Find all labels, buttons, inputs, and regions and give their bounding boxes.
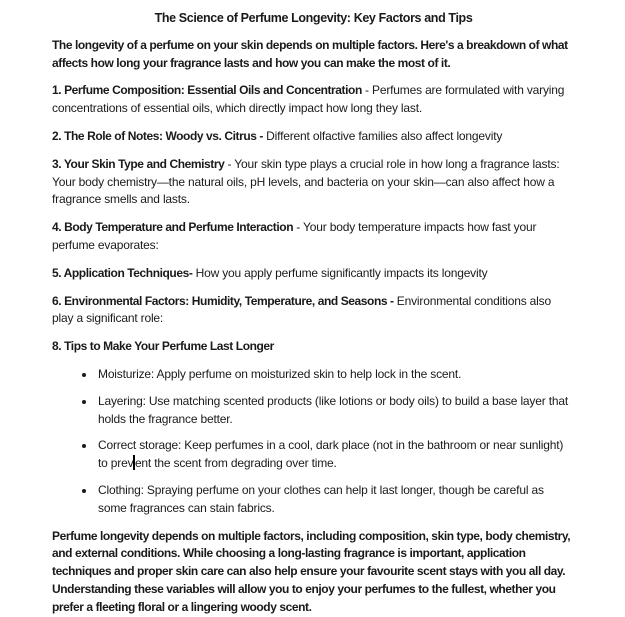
list-item-clothing <box>96 482 575 518</box>
factor-heading-3: 3. Your Skin Type and Chemistry <box>52 156 225 171</box>
factor-paragraph-2 <box>52 128 575 146</box>
tip-text: Clothing: Spraying perfume on your clothes can help it last longer, though be careful as some fragrances can stain fabrics. <box>98 482 544 515</box>
factor-body-3: - Your skin type plays a crucial role in how long a fragrance lasts: Your body chemistry—the natural oils, pH levels, and bacteria on your skin—can also affect how a fragrance smells and lasts. <box>52 156 560 207</box>
tip-text-before-caret: Correct storage: Keep perfumes in a cool, dark place (not in the bathroom or near sunlight) to prev <box>98 438 564 471</box>
tip-text: Layering: Use matching scented products (like lotions or body oils) to build a base layer that holds the fragrance better. <box>98 393 569 426</box>
conclusion-paragraph: Perfume longevity depends on multiple factors, including composition, skin type, body chemistry, and external conditions. While choosing a long-lasting fragrance is important, application techniques and proper skin care can also help ensure your favourite scent stays with you all day. Understanding these variables will allow you to enjoy your perfumes to the fullest, whether you prefer a fleeting floral or a lingering woody scent. <box>52 528 571 614</box>
factor-body-2: Different olfactive families also affect longevity <box>263 128 503 143</box>
factor-paragraph-6 <box>52 293 575 329</box>
tip-text: Moisturize: Apply perfume on moisturized skin to help lock in the scent. <box>98 366 462 381</box>
list-item-moisturize <box>96 366 575 384</box>
factor-paragraph-4 <box>52 219 575 255</box>
tips-list <box>52 366 575 518</box>
factor-body-6: Environmental conditions also play a significant role: <box>52 293 551 326</box>
factor-paragraph-5 <box>52 265 575 283</box>
factor-heading-6: 6. Environmental Factors: Humidity, Temperature, and Seasons - <box>52 293 394 308</box>
factor-body-5: How you apply perfume significantly impacts its longevity <box>192 265 488 280</box>
factor-heading-4: 4. Body Temperature and Perfume Interaction <box>52 220 294 235</box>
factor-body-4: - Your body temperature impacts how fast your perfume evaporates: <box>52 220 537 252</box>
factor-body-1: - Perfumes are formulated with varying concentrations of essential oils, which directly impact how long they last. <box>52 83 565 116</box>
factor-heading-1: 1. Perfume Composition: Essential Oils and Concentration <box>52 83 362 98</box>
list-item-storage <box>96 437 575 473</box>
factor-paragraph-1 <box>52 82 575 118</box>
tips-heading: 8. Tips to Make Your Perfume Last Longer <box>52 339 274 354</box>
list-item-layering <box>96 393 575 429</box>
factor-paragraph-3 <box>52 156 575 209</box>
document-title: The Science of Perfume Longevity: Key Factors and Tips <box>154 11 473 25</box>
tip-text-after-caret: ent the scent from degrading over time. <box>134 456 337 471</box>
factor-heading-5: 5. Application Techniques- <box>52 265 193 280</box>
factor-heading-2: 2. The Role of Notes: Woody vs. Citrus - <box>52 128 264 143</box>
intro-paragraph: The longevity of a perfume on your skin depends on multiple factors. Here's a breakdown of what affects how long your fragrance lasts and how you can make the most of it. <box>52 37 568 70</box>
